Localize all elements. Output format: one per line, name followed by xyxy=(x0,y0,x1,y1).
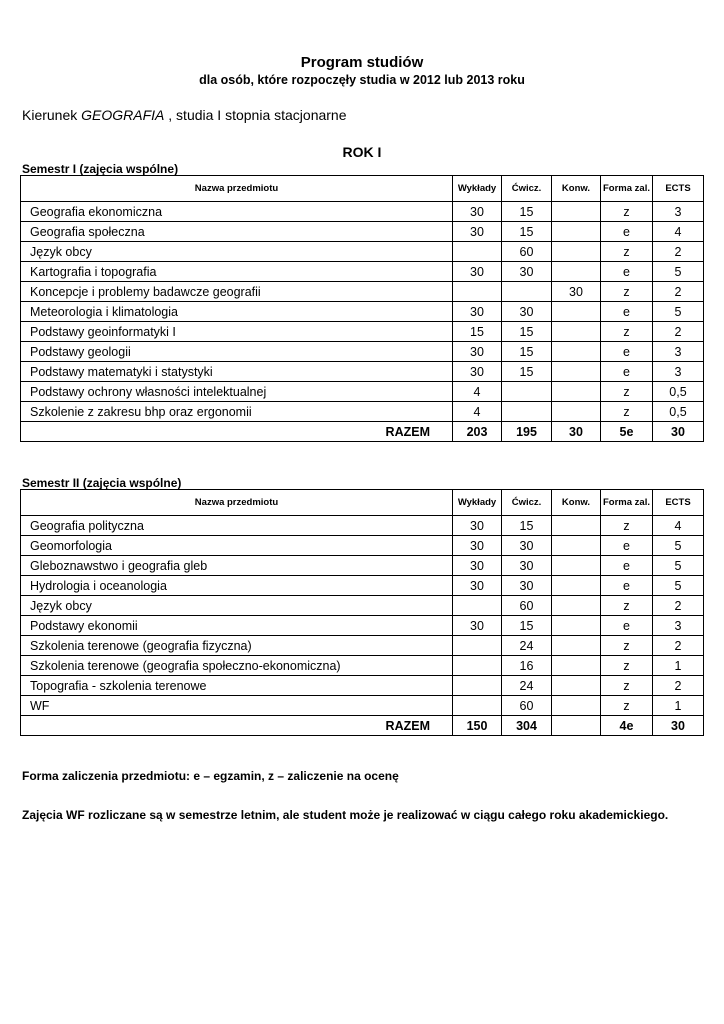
ects-cell: 0,5 xyxy=(653,382,704,402)
forma-cell: e xyxy=(601,576,653,596)
konw-cell xyxy=(552,382,601,402)
table-row xyxy=(21,282,704,302)
forma-cell: z xyxy=(601,322,653,342)
course-name-cell: Meteorologia i klimatologia xyxy=(21,302,453,322)
exercises-cell: 15 xyxy=(502,616,552,636)
col-exercises-header: Ćwicz. xyxy=(502,176,552,202)
ects-cell: 2 xyxy=(653,676,704,696)
table-row xyxy=(21,342,704,362)
konw-cell: 30 xyxy=(552,282,601,302)
exercises-cell xyxy=(502,382,552,402)
table-row xyxy=(21,362,704,382)
table-row xyxy=(21,322,704,342)
course-name-cell: Szkolenia terenowe (geografia społeczno-ekonomiczna) xyxy=(21,656,453,676)
ects-cell: 5 xyxy=(653,302,704,322)
total-label: RAZEM xyxy=(21,716,453,736)
table-row xyxy=(21,222,704,242)
lectures-cell: 30 xyxy=(453,516,502,536)
konw-cell xyxy=(552,202,601,222)
total-ects-cell: 30 xyxy=(653,422,704,442)
course-name-cell: Kartografia i topografia xyxy=(21,262,453,282)
konw-cell xyxy=(552,696,601,716)
lectures-cell: 15 xyxy=(453,322,502,342)
total-forma-cell: 5e xyxy=(601,422,653,442)
lectures-cell xyxy=(453,242,502,262)
ects-cell: 2 xyxy=(653,282,704,302)
exercises-cell: 24 xyxy=(502,676,552,696)
course-name-cell: Gleboznawstwo i geografia gleb xyxy=(21,556,453,576)
lectures-cell: 30 xyxy=(453,262,502,282)
semester2-label: Semestr II (zajęcia wspólne) xyxy=(22,476,182,490)
konw-cell xyxy=(552,262,601,282)
course-name-cell: WF xyxy=(21,696,453,716)
ects-cell: 3 xyxy=(653,362,704,382)
semester2-table xyxy=(20,489,704,736)
forma-cell: z xyxy=(601,676,653,696)
wf-note: Zajęcia WF rozliczane są w semestrze letnim, ale student może je realizować w ciągu całego roku akademickiego. xyxy=(22,808,669,822)
ects-cell: 0,5 xyxy=(653,402,704,422)
course-name-cell: Podstawy geoinformatyki I xyxy=(21,322,453,342)
course-name-cell: Koncepcje i problemy badawcze geografii xyxy=(21,282,453,302)
lectures-cell xyxy=(453,656,502,676)
exercises-cell: 30 xyxy=(502,536,552,556)
ects-cell: 5 xyxy=(653,536,704,556)
konw-cell xyxy=(552,302,601,322)
col-konw-header: Konw. xyxy=(552,490,601,516)
kierunek-suffix: , studia I stopnia stacjonarne xyxy=(164,107,347,123)
ects-cell: 3 xyxy=(653,616,704,636)
forma-cell: z xyxy=(601,636,653,656)
page-title: Program studiów xyxy=(300,54,424,71)
total-label: RAZEM xyxy=(21,422,453,442)
exercises-cell: 15 xyxy=(502,202,552,222)
col-name-header: Nazwa przedmiotu xyxy=(21,490,453,516)
ects-cell: 5 xyxy=(653,576,704,596)
table-row xyxy=(21,636,704,656)
col-forma-header: Forma zal. xyxy=(601,176,653,202)
course-name-cell: Szkolenie z zakresu bhp oraz ergonomii xyxy=(21,402,453,422)
col-lectures-header: Wykłady xyxy=(453,490,502,516)
ects-cell: 2 xyxy=(653,242,704,262)
total-lectures-cell: 203 xyxy=(453,422,502,442)
exercises-cell: 30 xyxy=(502,262,552,282)
table-header-row xyxy=(21,176,704,202)
table-row xyxy=(21,536,704,556)
course-name-cell: Szkolenia terenowe (geografia fizyczna) xyxy=(21,636,453,656)
exercises-cell: 15 xyxy=(502,362,552,382)
table-row xyxy=(21,696,704,716)
ects-cell: 1 xyxy=(653,696,704,716)
exercises-cell xyxy=(502,282,552,302)
ects-cell: 2 xyxy=(653,636,704,656)
forma-cell: z xyxy=(601,596,653,616)
exercises-cell: 60 xyxy=(502,696,552,716)
konw-cell xyxy=(552,516,601,536)
table-row xyxy=(21,202,704,222)
table-row xyxy=(21,262,704,282)
konw-cell xyxy=(552,556,601,576)
table-row xyxy=(21,302,704,322)
exercises-cell: 60 xyxy=(502,596,552,616)
ects-cell: 4 xyxy=(653,222,704,242)
col-konw-header: Konw. xyxy=(552,176,601,202)
lectures-cell xyxy=(453,636,502,656)
table-row xyxy=(21,596,704,616)
konw-cell xyxy=(552,636,601,656)
table-row xyxy=(21,382,704,402)
total-lectures-cell: 150 xyxy=(453,716,502,736)
forma-cell: e xyxy=(601,302,653,322)
lectures-cell: 30 xyxy=(453,556,502,576)
page-subtitle: dla osób, które rozpoczęły studia w 2012 lub 2013 roku xyxy=(199,73,525,87)
forma-cell: z xyxy=(601,282,653,302)
ects-cell: 5 xyxy=(653,556,704,576)
course-name-cell: Język obcy xyxy=(21,596,453,616)
konw-cell xyxy=(552,596,601,616)
konw-cell xyxy=(552,322,601,342)
kierunek-name: GEOGRAFIA xyxy=(81,107,165,123)
lectures-cell: 4 xyxy=(453,382,502,402)
lectures-cell xyxy=(453,282,502,302)
table-row xyxy=(21,616,704,636)
exercises-cell: 30 xyxy=(502,556,552,576)
lectures-cell: 30 xyxy=(453,616,502,636)
course-name-cell: Geografia społeczna xyxy=(21,222,453,242)
forma-cell: z xyxy=(601,202,653,222)
forma-cell: z xyxy=(601,656,653,676)
forma-cell: e xyxy=(601,342,653,362)
table-row xyxy=(21,402,704,422)
col-forma-header: Forma zal. xyxy=(601,490,653,516)
lectures-cell: 30 xyxy=(453,302,502,322)
course-name-cell: Geografia polityczna xyxy=(21,516,453,536)
konw-cell xyxy=(552,362,601,382)
table-row xyxy=(21,656,704,676)
konw-cell xyxy=(552,536,601,556)
lectures-cell: 30 xyxy=(453,222,502,242)
exercises-cell xyxy=(502,402,552,422)
forma-cell: e xyxy=(601,536,653,556)
forma-cell: e xyxy=(601,556,653,576)
lectures-cell: 30 xyxy=(453,536,502,556)
col-ects-header: ECTS xyxy=(653,490,704,516)
total-ects-cell: 30 xyxy=(653,716,704,736)
exercises-cell: 60 xyxy=(502,242,552,262)
lectures-cell: 30 xyxy=(453,362,502,382)
table-header-row xyxy=(21,490,704,516)
exercises-cell: 15 xyxy=(502,322,552,342)
total-konw-cell xyxy=(552,716,601,736)
total-konw-cell: 30 xyxy=(552,422,601,442)
forma-cell: z xyxy=(601,402,653,422)
ects-cell: 4 xyxy=(653,516,704,536)
year-heading: ROK I xyxy=(342,144,382,160)
col-name-header: Nazwa przedmiotu xyxy=(21,176,453,202)
kierunek-prefix: Kierunek xyxy=(22,107,82,123)
total-row xyxy=(21,716,704,736)
exercises-cell: 30 xyxy=(502,576,552,596)
total-exercises-cell: 304 xyxy=(502,716,552,736)
ects-cell: 1 xyxy=(653,656,704,676)
forma-cell: e xyxy=(601,262,653,282)
lectures-cell xyxy=(453,696,502,716)
forma-cell: z xyxy=(601,242,653,262)
konw-cell xyxy=(552,402,601,422)
course-name-cell: Geomorfologia xyxy=(21,536,453,556)
konw-cell xyxy=(552,242,601,262)
konw-cell xyxy=(552,676,601,696)
konw-cell xyxy=(552,222,601,242)
ects-cell: 2 xyxy=(653,596,704,616)
konw-cell xyxy=(552,342,601,362)
program-heading xyxy=(22,107,347,123)
exercises-cell: 15 xyxy=(502,516,552,536)
konw-cell xyxy=(552,576,601,596)
semester1-label: Semestr I (zajęcia wspólne) xyxy=(22,162,179,176)
course-name-cell: Podstawy geologii xyxy=(21,342,453,362)
forma-cell: z xyxy=(601,516,653,536)
exercises-cell: 30 xyxy=(502,302,552,322)
lectures-cell xyxy=(453,596,502,616)
exercises-cell: 24 xyxy=(502,636,552,656)
forma-cell: z xyxy=(601,696,653,716)
ects-cell: 2 xyxy=(653,322,704,342)
table-row xyxy=(21,676,704,696)
konw-cell xyxy=(552,616,601,636)
total-forma-cell: 4e xyxy=(601,716,653,736)
lectures-cell: 4 xyxy=(453,402,502,422)
table-row xyxy=(21,242,704,262)
table-row xyxy=(21,516,704,536)
semester1-table xyxy=(20,175,704,442)
course-name-cell: Język obcy xyxy=(21,242,453,262)
lectures-cell xyxy=(453,676,502,696)
course-name-cell: Geografia ekonomiczna xyxy=(21,202,453,222)
exercises-cell: 16 xyxy=(502,656,552,676)
col-ects-header: ECTS xyxy=(653,176,704,202)
table-row xyxy=(21,576,704,596)
ects-cell: 3 xyxy=(653,342,704,362)
course-name-cell: Topografia - szkolenia terenowe xyxy=(21,676,453,696)
lectures-cell: 30 xyxy=(453,576,502,596)
course-name-cell: Podstawy matematyki i statystyki xyxy=(21,362,453,382)
total-row xyxy=(21,422,704,442)
course-name-cell: Hydrologia i oceanologia xyxy=(21,576,453,596)
lectures-cell: 30 xyxy=(453,342,502,362)
col-exercises-header: Ćwicz. xyxy=(502,490,552,516)
konw-cell xyxy=(552,656,601,676)
forma-cell: z xyxy=(601,382,653,402)
exercises-cell: 15 xyxy=(502,342,552,362)
ects-cell: 3 xyxy=(653,202,704,222)
total-exercises-cell: 195 xyxy=(502,422,552,442)
exercises-cell: 15 xyxy=(502,222,552,242)
lectures-cell: 30 xyxy=(453,202,502,222)
forma-cell: e xyxy=(601,222,653,242)
ects-cell: 5 xyxy=(653,262,704,282)
course-name-cell: Podstawy ekonomii xyxy=(21,616,453,636)
forma-note: Forma zaliczenia przedmiotu: e – egzamin, z – zaliczenie na ocenę xyxy=(22,769,399,783)
table-row xyxy=(21,556,704,576)
forma-cell: e xyxy=(601,362,653,382)
forma-cell: e xyxy=(601,616,653,636)
col-lectures-header: Wykłady xyxy=(453,176,502,202)
course-name-cell: Podstawy ochrony własności intelektualnej xyxy=(21,382,453,402)
